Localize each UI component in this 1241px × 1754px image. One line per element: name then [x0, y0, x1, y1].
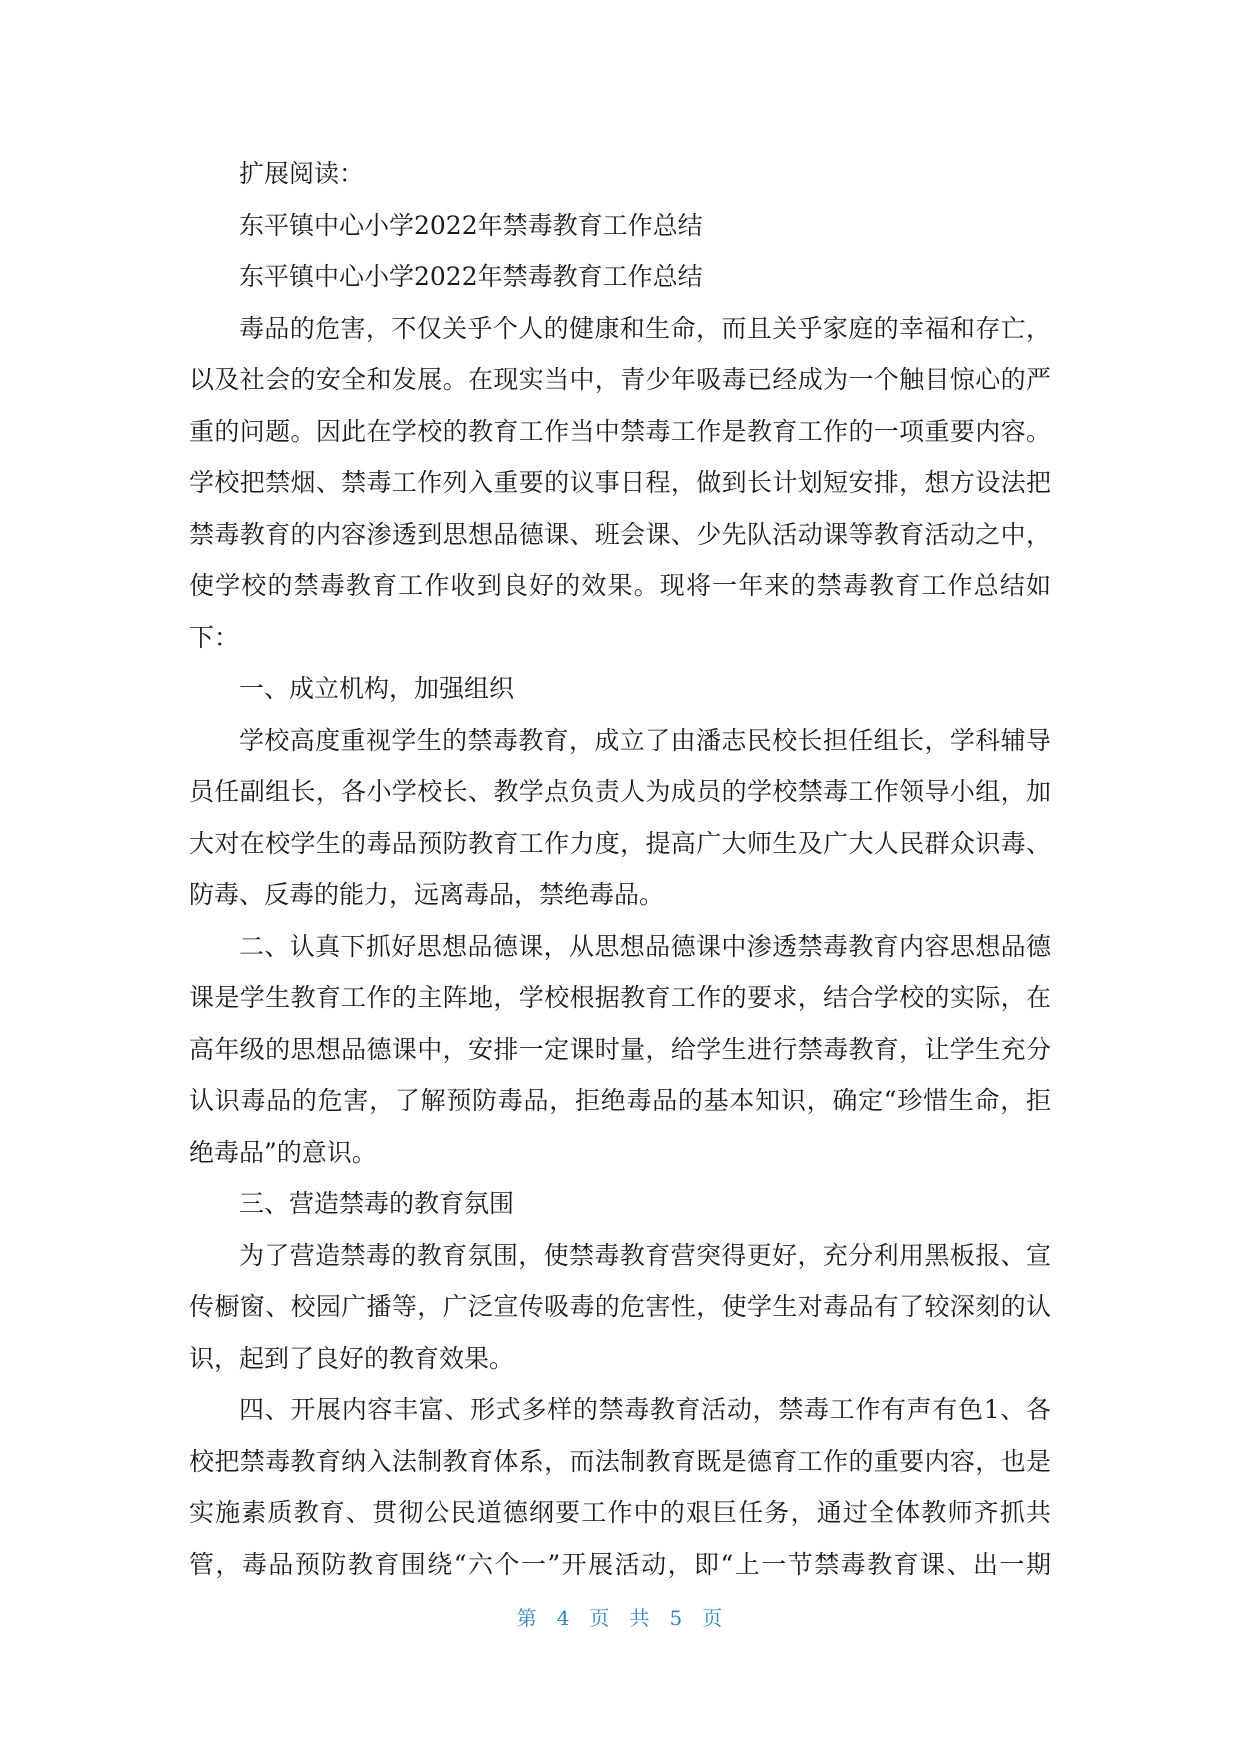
paragraph-line: 使学校的禁毒教育工作收到良好的效果。现将一年来的禁毒教育工作总结如: [189, 571, 1051, 600]
footer-word: 第: [516, 1606, 539, 1630]
paragraph-line: 课是学生教育工作的主阵地，学校根据教育工作的要求，结合学校的实际，在: [189, 983, 1051, 1012]
paragraph-line: 认识毒品的危害，了解预防毒品，拒绝毒品的基本知识，确定“珍惜生命，拒: [189, 1086, 1051, 1115]
paragraph-line: 实施素质教育、贯彻公民道德纲要工作中的艰巨任务，通过全体教师齐抓共: [189, 1498, 1051, 1527]
paragraph-line: 校把禁毒教育纳入法制教育体系，而法制教育既是德育工作的重要内容，也是: [189, 1446, 1051, 1476]
extended-reading-label: 扩展阅读：: [239, 159, 365, 188]
document-body: [189, 148, 1051, 1590]
paragraph-line: 管，毒品预防教育围绕“六个一”开展活动，即“上一节禁毒教育课、出一期: [189, 1549, 1051, 1579]
paragraph-line: 重的问题。因此在学校的教育工作当中禁毒工作是教育工作的一项重要内容。: [189, 416, 1051, 446]
section-heading-3: 三、营造禁毒的教育氛围: [239, 1189, 515, 1218]
paragraph-line: 学校把禁烟、禁毒工作列入重要的议事日程，做到长计划短安排，想方设法把: [189, 468, 1051, 497]
paragraph-line: 二、认真下抓好思想品德课，从思想品德课中渗透禁毒教育内容思想品德: [239, 931, 1051, 961]
footer-word: 共: [629, 1606, 652, 1630]
paragraph-line: 员任副组长，各小学校长、教学点负责人为成员的学校禁毒工作领导小组，加: [189, 777, 1051, 806]
footer-word: 页: [702, 1606, 725, 1630]
paragraph-line: 传橱窗、校园广播等，广泛宣传吸毒的危害性，使学生对毒品有了较深刻的认: [189, 1292, 1051, 1321]
page-footer: [0, 1602, 1241, 1631]
paragraph-line: 防毒、反毒的能力，远离毒品，禁绝毒品。: [189, 880, 665, 909]
paragraph-line: 禁毒教育的内容渗透到思想品德课、班会课、少先队活动课等教育活动之中，: [189, 519, 1051, 549]
section-heading-1: 一、成立机构，加强组织: [239, 674, 515, 703]
paragraph-line: 四、开展内容丰富、形式多样的禁毒教育活动，禁毒工作有声有色1、各: [239, 1395, 1051, 1424]
section-2-paragraph: [189, 921, 1051, 1179]
paragraph-line: 下：: [189, 622, 240, 652]
intro-paragraph: [189, 303, 1051, 664]
paragraph-line: 大对在校学生的毒品预防教育工作力度，提高广大师生及广大人民群众识毒、: [189, 828, 1051, 858]
paragraph-line: 毒品的危害，不仅关乎个人的健康和生命，而且关乎家庭的幸福和存亡，: [239, 313, 1051, 343]
section-3-paragraph: [189, 1230, 1051, 1385]
paragraph-line: 为了营造禁毒的教育氛围，使禁毒教育营突得更好，充分利用黑板报、宣: [239, 1240, 1051, 1270]
document-title: 东平镇中心小学2022年禁毒教育工作总结: [239, 210, 703, 240]
paragraph-line: 以及社会的安全和发展。在现实当中，青少年吸毒已经成为一个触目惊心的严: [189, 365, 1051, 394]
total-page-count: 5: [669, 1606, 685, 1630]
section-1-paragraph: [189, 715, 1051, 921]
footer-word: 页: [589, 1606, 612, 1630]
paragraph-line: 学校高度重视学生的禁毒教育，成立了由潘志民校长担任组长，学科辅导: [239, 725, 1051, 755]
current-page-number: 4: [556, 1606, 572, 1630]
paragraph-line: 绝毒品”的意识。: [189, 1137, 377, 1167]
paragraph-line: 高年级的思想品德课中，安排一定课时量，给学生进行禁毒教育，让学生充分: [189, 1034, 1051, 1064]
section-4-paragraph: [189, 1384, 1051, 1590]
document-title-repeat: 东平镇中心小学2022年禁毒教育工作总结: [239, 262, 703, 291]
paragraph-line: 识，起到了良好的教育效果。: [189, 1343, 515, 1373]
